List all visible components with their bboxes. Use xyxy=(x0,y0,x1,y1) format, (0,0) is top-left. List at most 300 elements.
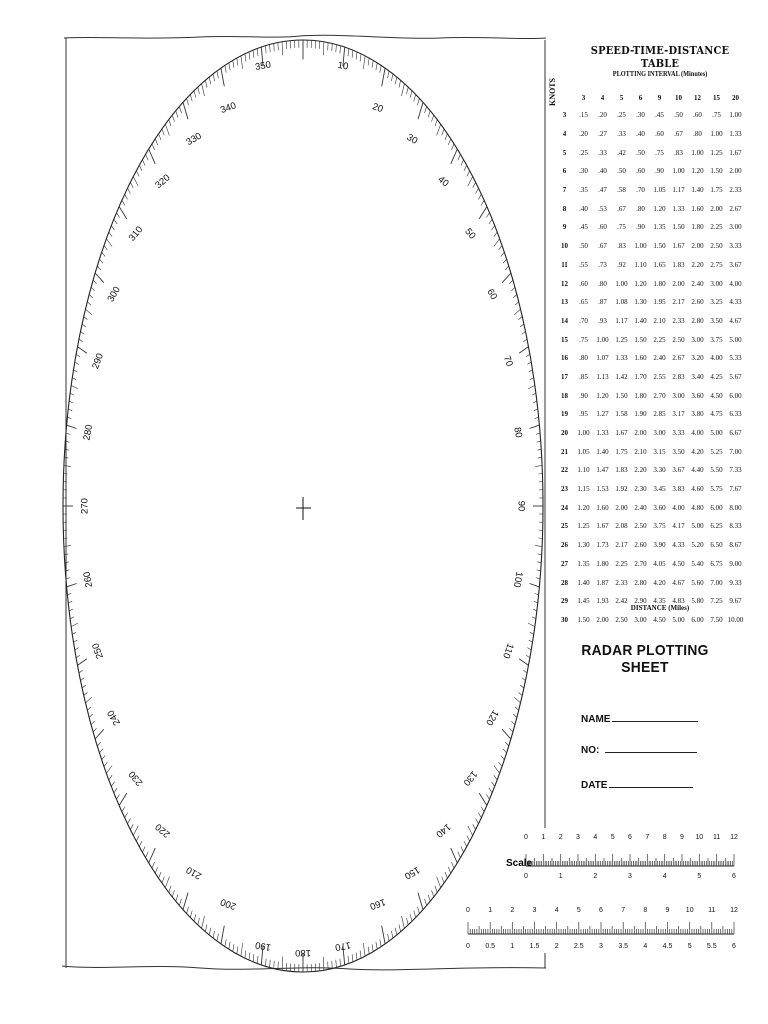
distance-cell: 5.00 xyxy=(710,429,723,438)
distance-cell: .75 xyxy=(579,335,588,344)
table-row xyxy=(555,498,745,517)
distance-cell: .30 xyxy=(579,167,588,176)
scale-bottom-number: 6 xyxy=(732,873,736,880)
table-row xyxy=(555,555,745,574)
scale-bottom-number: 5 xyxy=(697,873,702,880)
distance-cell: .60 xyxy=(598,223,607,232)
distance-cell: 1.25 xyxy=(615,335,628,344)
distance-cell: .70 xyxy=(579,316,588,325)
distance-cell: 2.00 xyxy=(634,429,647,438)
table-row xyxy=(555,461,745,480)
distance-cell: .75 xyxy=(617,223,626,232)
distance-cell: 4.33 xyxy=(729,298,742,307)
distance-cell: 1.20 xyxy=(691,167,704,176)
compass-label: 90 xyxy=(515,500,527,512)
scale-caption: Scale xyxy=(506,858,533,869)
number-line[interactable] xyxy=(605,743,697,753)
distance-cell: 2.33 xyxy=(615,578,628,587)
distance-cell: 5.60 xyxy=(691,578,704,587)
distance-cell: 3.25 xyxy=(710,298,723,307)
distance-cell: 1.83 xyxy=(615,466,628,475)
table-subtitle: PLOTTING INTERVAL (Minutes) xyxy=(612,70,708,78)
distance-cell: 1.65 xyxy=(653,260,666,269)
distance-cell: 3.00 xyxy=(691,335,704,344)
distance-cell: 1.27 xyxy=(596,410,609,419)
interval-header: 5 xyxy=(619,94,624,102)
distance-cell: 5.67 xyxy=(729,372,742,381)
distance-cell: 2.25 xyxy=(653,335,666,344)
scale-bottom-number: 6 xyxy=(732,943,736,950)
distance-cell: 1.67 xyxy=(596,522,609,531)
compass-label: 260 xyxy=(81,570,96,589)
table-row xyxy=(555,181,745,200)
scale-top-number: 8 xyxy=(662,834,667,841)
compass-label: 70 xyxy=(500,354,515,369)
distance-cell: 2.00 xyxy=(710,204,723,213)
distance-cell: 5.40 xyxy=(691,559,704,568)
distance-cell: .40 xyxy=(598,167,607,176)
distance-cell: .87 xyxy=(598,298,607,307)
distance-cell: 2.80 xyxy=(634,578,647,587)
compass-label: 110 xyxy=(500,641,516,660)
distance-cell: 4.50 xyxy=(672,559,685,568)
scale-top-number: 0 xyxy=(466,907,470,914)
distance-cell: 3.50 xyxy=(672,447,685,456)
knots-cell: 9 xyxy=(562,223,567,232)
distance-cell: 2.10 xyxy=(634,447,647,456)
distance-cell: .73 xyxy=(598,260,607,269)
table-row xyxy=(555,536,745,555)
distance-cell: 4.67 xyxy=(672,578,685,587)
distance-cell: .60 xyxy=(579,279,588,288)
scale-top-number: 7 xyxy=(621,907,626,914)
distance-cell: 6.33 xyxy=(729,410,742,419)
distance-cell: 1.13 xyxy=(596,372,609,381)
distance-cell: 3.75 xyxy=(653,522,666,531)
scale-top-number: 5 xyxy=(576,907,581,914)
distance-cell: 3.45 xyxy=(653,485,666,494)
distance-cell: 7.00 xyxy=(729,447,742,456)
distance-cell: 3.33 xyxy=(729,242,742,251)
scale-top-number: 6 xyxy=(599,907,603,914)
distance-cell: .47 xyxy=(598,186,607,195)
knots-cell: 5 xyxy=(562,148,567,157)
number-field xyxy=(581,743,697,756)
distance-cell: 2.85 xyxy=(653,410,666,419)
knots-cell: 20 xyxy=(561,429,568,438)
distance-cell: 1.25 xyxy=(710,148,723,157)
distance-cell: 1.70 xyxy=(634,372,647,381)
distance-cell: 3.30 xyxy=(653,466,666,475)
distance-cell: 1.10 xyxy=(634,260,647,269)
distance-cell: 1.50 xyxy=(710,167,723,176)
knots-cell: 25 xyxy=(561,522,568,531)
distance-cell: 3.67 xyxy=(729,260,742,269)
distance-cell: 5.00 xyxy=(672,615,685,624)
distance-cell: 1.83 xyxy=(672,260,685,269)
distance-cell: 4.17 xyxy=(672,522,685,531)
compass-label: 180 xyxy=(295,947,311,959)
distance-cell: 6.00 xyxy=(691,615,704,624)
knots-cell: 16 xyxy=(561,354,568,363)
scale-bottom-number: 2.5 xyxy=(573,943,584,950)
distance-cell: 1.60 xyxy=(596,503,609,512)
scale-bottom-number: 0.5 xyxy=(485,943,496,950)
distance-cell: 2.08 xyxy=(615,522,628,531)
distance-cell: 1.87 xyxy=(596,578,609,587)
knots-cell: 22 xyxy=(561,466,568,475)
table-row xyxy=(555,424,745,443)
distance-cell: 6.25 xyxy=(710,522,723,531)
scale-bottom-number: 1 xyxy=(558,873,563,880)
distance-cell: 1.50 xyxy=(615,391,628,400)
scale-top-number: 10 xyxy=(695,834,704,841)
scale-top-number: 10 xyxy=(685,907,694,914)
scale-bottom-number: 0 xyxy=(524,873,528,880)
distance-cell: .80 xyxy=(636,204,645,213)
distance-cell: 2.60 xyxy=(634,541,647,550)
compass-label: 280 xyxy=(81,423,96,442)
distance-cell: .45 xyxy=(655,111,664,120)
distance-cell: 1.00 xyxy=(672,167,685,176)
distance-cell: 9.00 xyxy=(729,559,742,568)
distance-cell: 1.67 xyxy=(672,242,685,251)
distance-cell: 1.30 xyxy=(577,541,590,550)
distance-cell: 6.50 xyxy=(710,541,723,550)
knots-axis-label: KNOTS xyxy=(548,78,557,107)
knots-cell: 21 xyxy=(561,447,568,456)
distance-cell: 6.67 xyxy=(729,429,742,438)
distance-cell: .25 xyxy=(579,148,588,157)
compass-label: 220 xyxy=(153,820,173,840)
interval-header-row xyxy=(555,90,745,106)
speed-time-distance-table xyxy=(555,90,745,629)
distance-cell: 1.75 xyxy=(710,186,723,195)
distance-cell: .53 xyxy=(598,204,607,213)
distance-cell: 7.25 xyxy=(710,597,723,606)
compass-label: 230 xyxy=(126,768,146,788)
distance-cell: 3.15 xyxy=(653,447,666,456)
distance-cell: .33 xyxy=(617,130,626,139)
distance-cell: .55 xyxy=(579,260,588,269)
interval-header: 20 xyxy=(732,94,739,102)
date-field xyxy=(581,778,693,791)
distance-cell: 8.67 xyxy=(729,541,742,550)
scale-top-number: 11 xyxy=(708,907,716,914)
distance-cell: 7.67 xyxy=(729,485,742,494)
scale-top-number: 1 xyxy=(488,907,493,914)
knots-cell: 24 xyxy=(561,503,568,512)
distance-cell: 1.40 xyxy=(577,578,590,587)
compass-label: 150 xyxy=(402,863,422,882)
distance-cell: .20 xyxy=(598,111,607,120)
table-row xyxy=(555,368,745,387)
distance-cell: .90 xyxy=(636,223,645,232)
distance-cell: 2.17 xyxy=(672,298,685,307)
distance-cell: 1.53 xyxy=(596,485,609,494)
distance-cell: .27 xyxy=(598,130,607,139)
distance-cell: 3.50 xyxy=(710,316,723,325)
distance-cell: .45 xyxy=(579,223,588,232)
table-row xyxy=(555,517,745,536)
distance-cell: 7.00 xyxy=(710,578,723,587)
table-row xyxy=(555,274,745,293)
distance-cell: 5.25 xyxy=(710,447,723,456)
distance-cell: 1.33 xyxy=(672,204,685,213)
distance-cell: 5.50 xyxy=(710,466,723,475)
compass-label: 340 xyxy=(219,100,238,117)
distance-cell: 2.80 xyxy=(691,316,704,325)
distance-cell: 3.60 xyxy=(691,391,704,400)
scale-top-number: 11 xyxy=(713,834,721,841)
distance-cell: 1.47 xyxy=(596,466,609,475)
distance-cell: 1.15 xyxy=(577,485,590,494)
distance-cell: 7.50 xyxy=(710,615,723,624)
distance-cell: 2.00 xyxy=(729,167,742,176)
distance-cell: 1.00 xyxy=(577,429,590,438)
distance-cell: 2.00 xyxy=(596,615,609,624)
distance-cell: 4.75 xyxy=(710,410,723,419)
distance-cell: 2.40 xyxy=(653,354,666,363)
scale-top-number: 1 xyxy=(541,834,546,841)
distance-cell: 1.17 xyxy=(672,186,685,195)
distance-cell: 1.25 xyxy=(577,522,590,531)
distance-cell: 1.80 xyxy=(691,223,704,232)
distance-cell: 2.42 xyxy=(615,597,628,606)
distance-cell: 1.40 xyxy=(634,316,647,325)
distance-cell: .83 xyxy=(617,242,626,251)
compass-label: 160 xyxy=(368,895,387,912)
name-line[interactable] xyxy=(612,712,698,722)
knots-cell: 27 xyxy=(561,559,568,568)
distance-cell: 7.33 xyxy=(729,466,742,475)
distance-cell: 1.20 xyxy=(596,391,609,400)
knots-cell: 29 xyxy=(561,597,568,606)
distance-cell: 2.70 xyxy=(634,559,647,568)
knots-cell: 19 xyxy=(561,410,568,419)
table-row xyxy=(555,143,745,162)
distance-cell: 2.67 xyxy=(672,354,685,363)
distance-cell: 1.40 xyxy=(691,186,704,195)
distance-cell: 4.20 xyxy=(691,447,704,456)
knots-cell: 11 xyxy=(561,260,568,269)
distance-cell: 4.50 xyxy=(653,615,666,624)
distance-cell: 4.00 xyxy=(691,429,704,438)
distance-cell: 1.90 xyxy=(634,410,647,419)
table-row xyxy=(555,125,745,144)
scale-top-number: 8 xyxy=(643,907,648,914)
distance-cell: .50 xyxy=(636,148,645,157)
distance-cell: .92 xyxy=(617,260,626,269)
distance-cell: .67 xyxy=(598,242,607,251)
table-row xyxy=(555,573,745,592)
distance-cell: 1.35 xyxy=(653,223,666,232)
distance-cell: 8.33 xyxy=(729,522,742,531)
knots-cell: 28 xyxy=(561,578,568,587)
distance-cell: 1.50 xyxy=(634,335,647,344)
knots-cell: 26 xyxy=(561,541,568,550)
interval-header: 3 xyxy=(581,94,586,102)
distance-cell: 2.00 xyxy=(615,503,628,512)
compass-label: 140 xyxy=(433,820,453,840)
distance-cell: 6.00 xyxy=(729,391,742,400)
scale-top-number: 12 xyxy=(730,834,738,841)
distance-cell: 1.60 xyxy=(691,204,704,213)
knots-cell: 30 xyxy=(561,615,568,624)
header-corner xyxy=(555,90,574,106)
date-line[interactable] xyxy=(609,778,693,788)
distance-cell: 10.00 xyxy=(727,615,744,624)
distance-cell: 5.80 xyxy=(691,597,704,606)
distance-cell: 2.00 xyxy=(691,242,704,251)
distance-cell: 3.00 xyxy=(729,223,742,232)
distance-cell: 1.50 xyxy=(672,223,685,232)
name-label: NAME xyxy=(581,714,611,725)
compass-label: 80 xyxy=(511,426,525,439)
distance-cell: .67 xyxy=(617,204,626,213)
distance-cell: 3.67 xyxy=(672,466,685,475)
knots-cell: 8 xyxy=(562,204,567,213)
distance-cell: 3.33 xyxy=(672,429,685,438)
distance-cell: 2.75 xyxy=(710,260,723,269)
table-row xyxy=(555,106,745,125)
knots-cell: 23 xyxy=(561,485,568,494)
scale-bottom-number: 3.5 xyxy=(618,943,629,950)
date-label: DATE xyxy=(581,780,608,791)
distance-cell: 4.00 xyxy=(672,503,685,512)
scale-top-number: 2 xyxy=(510,907,515,914)
distance-cell: .40 xyxy=(579,204,588,213)
scale-bottom-number: 1 xyxy=(510,943,515,950)
distance-cell: 2.00 xyxy=(672,279,685,288)
distance-cell: 5.75 xyxy=(710,485,723,494)
distance-cell: .85 xyxy=(579,372,588,381)
distance-cell: 4.67 xyxy=(729,316,742,325)
distance-cell: 3.00 xyxy=(710,279,723,288)
distance-cell: 1.07 xyxy=(596,354,609,363)
compass-label: 310 xyxy=(126,224,146,244)
distance-cell: 2.33 xyxy=(672,316,685,325)
compass-label: 120 xyxy=(483,707,501,728)
interval-header: 15 xyxy=(713,94,720,102)
distance-cell: 4.50 xyxy=(710,391,723,400)
knots-cell: 17 xyxy=(561,372,568,381)
table-row xyxy=(555,611,745,630)
number-label: NO: xyxy=(581,745,600,756)
distance-cell: 1.10 xyxy=(577,466,590,475)
scale-bottom-number: 5 xyxy=(687,943,692,950)
compass-label: 200 xyxy=(219,895,238,912)
knots-cell: 12 xyxy=(561,279,568,288)
distance-cell: 1.35 xyxy=(577,559,590,568)
distance-cell: 2.25 xyxy=(710,223,723,232)
knots-cell: 7 xyxy=(562,186,567,195)
distance-cell: 1.75 xyxy=(615,447,628,456)
table-row xyxy=(555,405,745,424)
distance-cell: 5.33 xyxy=(729,354,742,363)
knots-cell: 15 xyxy=(561,335,568,344)
distance-cell: .15 xyxy=(579,111,588,120)
scale-bottom-number: 4 xyxy=(662,873,667,880)
distance-cell: 4.00 xyxy=(710,354,723,363)
table-row xyxy=(555,442,745,461)
distance-cell: 1.17 xyxy=(615,316,628,325)
distance-cell: .60 xyxy=(693,111,702,120)
table-row xyxy=(555,349,745,368)
distance-cell: 1.67 xyxy=(615,429,628,438)
distance-cell: .80 xyxy=(579,354,588,363)
distance-cell: 3.40 xyxy=(691,372,704,381)
distance-cell: 2.30 xyxy=(634,485,647,494)
compass-label: 50 xyxy=(462,226,478,242)
distance-cell: 3.00 xyxy=(653,429,666,438)
compass-label: 130 xyxy=(460,768,480,788)
distance-cell: 5.00 xyxy=(691,522,704,531)
table-title: SPEED-TIME-DISTANCE TABLE xyxy=(590,44,730,70)
distance-cell: 1.80 xyxy=(596,559,609,568)
distance-cell: 1.80 xyxy=(653,279,666,288)
scale-bottom-number: 0 xyxy=(466,943,470,950)
distance-cell: .75 xyxy=(712,111,721,120)
distance-cell: 4.80 xyxy=(691,503,704,512)
distance-cell: 3.17 xyxy=(672,410,685,419)
distance-cell: 2.50 xyxy=(672,335,685,344)
distance-cell: 2.50 xyxy=(634,522,647,531)
distance-cell: 6.75 xyxy=(710,559,723,568)
name-field xyxy=(581,712,698,725)
table-row xyxy=(555,199,745,218)
distance-cell: .33 xyxy=(598,148,607,157)
distance-cell: 2.20 xyxy=(634,466,647,475)
distance-cell: .95 xyxy=(579,410,588,419)
scale-top-number: 3 xyxy=(576,834,580,841)
knots-cell: 4 xyxy=(562,130,567,139)
distance-cell: 2.10 xyxy=(653,316,666,325)
distance-cell: 1.50 xyxy=(577,615,590,624)
distance-cell: 4.83 xyxy=(672,597,685,606)
interval-header: 12 xyxy=(694,94,701,102)
scale-top-number: 4 xyxy=(593,834,598,841)
distance-cell: 1.45 xyxy=(577,597,590,606)
interval-header: 4 xyxy=(600,94,605,102)
table-row xyxy=(555,330,745,349)
compass-label: 350 xyxy=(254,59,272,74)
distance-cell: .75 xyxy=(655,148,664,157)
compass-label: 320 xyxy=(153,172,173,192)
interval-header: 6 xyxy=(638,94,643,102)
compass-label: 10 xyxy=(336,59,350,73)
compass-label: 270 xyxy=(79,498,91,514)
distance-cell: 3.90 xyxy=(653,541,666,550)
table-footer: DISTANCE (Miles) xyxy=(630,604,690,612)
distance-cell: 4.25 xyxy=(710,372,723,381)
distance-cell: 1.00 xyxy=(615,279,628,288)
knots-cell: 14 xyxy=(561,316,568,325)
distance-cell: 1.93 xyxy=(596,597,609,606)
distance-cell: 8.00 xyxy=(729,503,742,512)
distance-cell: 1.00 xyxy=(691,148,704,157)
sheet-title: RADAR PLOTTING SHEET xyxy=(581,642,709,676)
scale-top-number: 9 xyxy=(680,834,684,841)
distance-cell: 2.50 xyxy=(710,242,723,251)
distance-cell: 3.00 xyxy=(634,615,647,624)
scale-top-number: 0 xyxy=(524,834,528,841)
knots-cell: 6 xyxy=(562,167,567,176)
distance-cell: 3.60 xyxy=(653,503,666,512)
distance-cell: .80 xyxy=(598,279,607,288)
scale-top-number: 9 xyxy=(665,907,670,914)
distance-cell: 2.67 xyxy=(729,204,742,213)
